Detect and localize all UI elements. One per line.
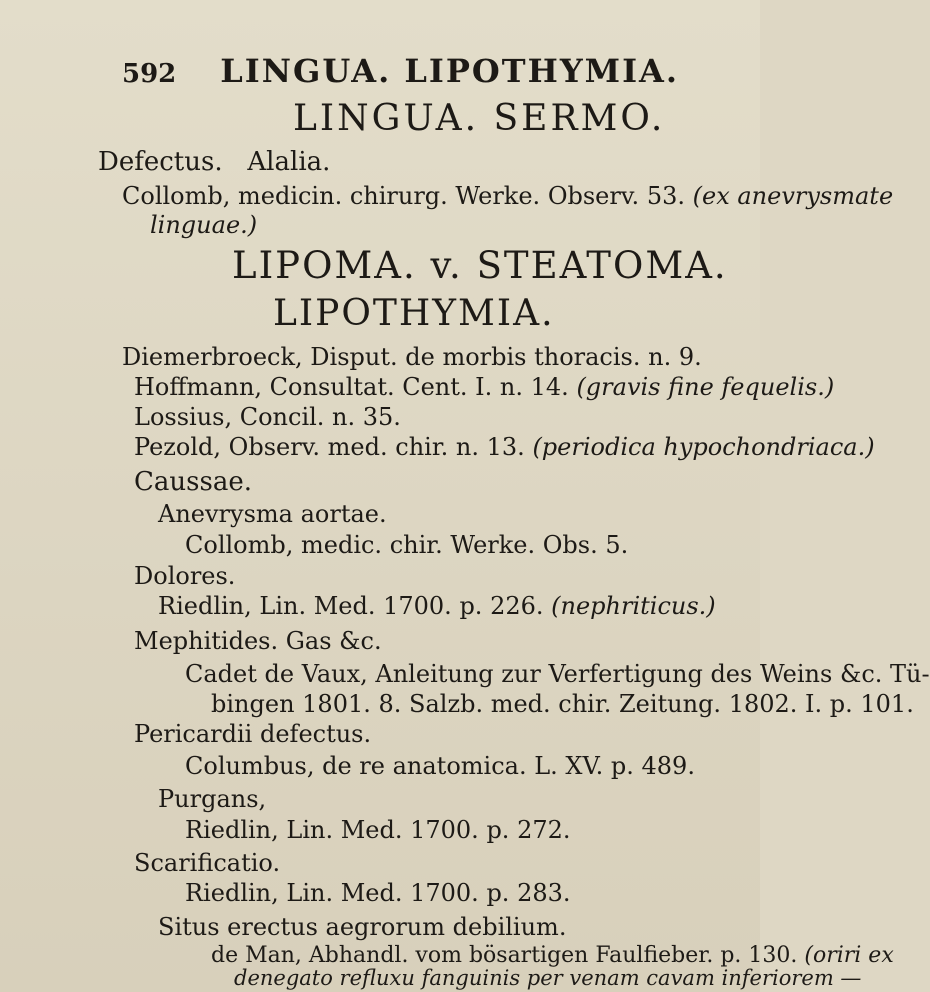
entry-riedlin-2: Riedlin, Lin. Med. 1700. p. 272. [185, 816, 571, 844]
heading-mephitides: Mephitides. Gas &c. [134, 627, 382, 655]
entry-text: Hoffmann, Consultat. Cent. I. n. 14. [134, 373, 569, 401]
entry-lossius: Lossius, Concil. n. 35. [134, 403, 401, 431]
running-head: LINGUA. LIPOTHYMIA. [220, 52, 680, 90]
entry-diemerbroeck: Diemerbroeck, Disput. de morbis thoracis. n. 9. [122, 343, 702, 371]
entry-note: (oriri ex [804, 943, 894, 968]
entry-columbus: Columbus, de re anatomica. L. XV. p. 489. [185, 752, 695, 780]
heading-caussae: Caussae. [134, 467, 252, 497]
heading-pericardii: Pericardii defectus. [134, 720, 372, 748]
heading-dolores: Dolores. [134, 562, 236, 590]
entry-collomb-1-cont [150, 211, 257, 239]
section-title-lipothymia: LIPOTHYMIA. [273, 293, 555, 334]
entry-hoffmann [134, 373, 834, 401]
heading-anevrysma: Anevrysma aortae. [158, 500, 387, 528]
entry-note: (gravis fine fequelis.) [576, 373, 835, 401]
entry-deman [211, 943, 894, 968]
entry-note: linguae.) [150, 211, 258, 239]
entry-cadet-cont: bingen 1801. 8. Salzb. med. chir. Zeitung. 1802. I. p. 101. [211, 690, 914, 718]
entry-note: (periodica hypochondriaca.) [532, 433, 875, 461]
entry-text: Collomb, medicin. chirurg. Werke. Observ. 53. [122, 182, 685, 210]
entry-note: denegato refluxu fanguinis per venam cavam inferiorem — [234, 966, 862, 990]
entry-cadet: Cadet de Vaux, Anleitung zur Verfertigung des Weins &c. Tü- [185, 660, 930, 688]
entry-collomb-2: Collomb, medic. chir. Werke. Obs. 5. [185, 531, 629, 559]
entry-riedlin-1 [158, 592, 716, 620]
entry-text: de Man, Abhandl. vom bösartigen Faulfieber. p. 130. [211, 943, 798, 968]
section-title-lipoma: LIPOMA. v. STEATOMA. [232, 244, 728, 287]
entry-riedlin-3: Riedlin, Lin. Med. 1700. p. 283. [185, 879, 571, 907]
alalia-heading: Alalia. [247, 147, 331, 177]
section-title-lingua: LINGUA. SERMO. [293, 98, 666, 139]
page-number: 592 [122, 59, 177, 89]
entry-note: (ex anevrysmate [692, 182, 894, 210]
entry-note: (nephriticus.) [551, 592, 716, 620]
entry-deman-cont [234, 966, 861, 990]
heading-purgans: Purgans, [158, 785, 267, 813]
entry-text: Riedlin, Lin. Med. 1700. p. 226. [158, 592, 544, 620]
heading-scarificatio: Scarificatio. [134, 849, 281, 877]
entry-collomb-1 [122, 182, 893, 210]
entry-pezold [134, 433, 875, 461]
entry-text: Pezold, Observ. med. chir. n. 13. [134, 433, 525, 461]
running-header [122, 52, 679, 90]
defectus-line [98, 147, 330, 177]
heading-situs: Situs erectus aegrorum debilium. [158, 913, 567, 941]
defectus-heading: Defectus. [98, 147, 223, 177]
